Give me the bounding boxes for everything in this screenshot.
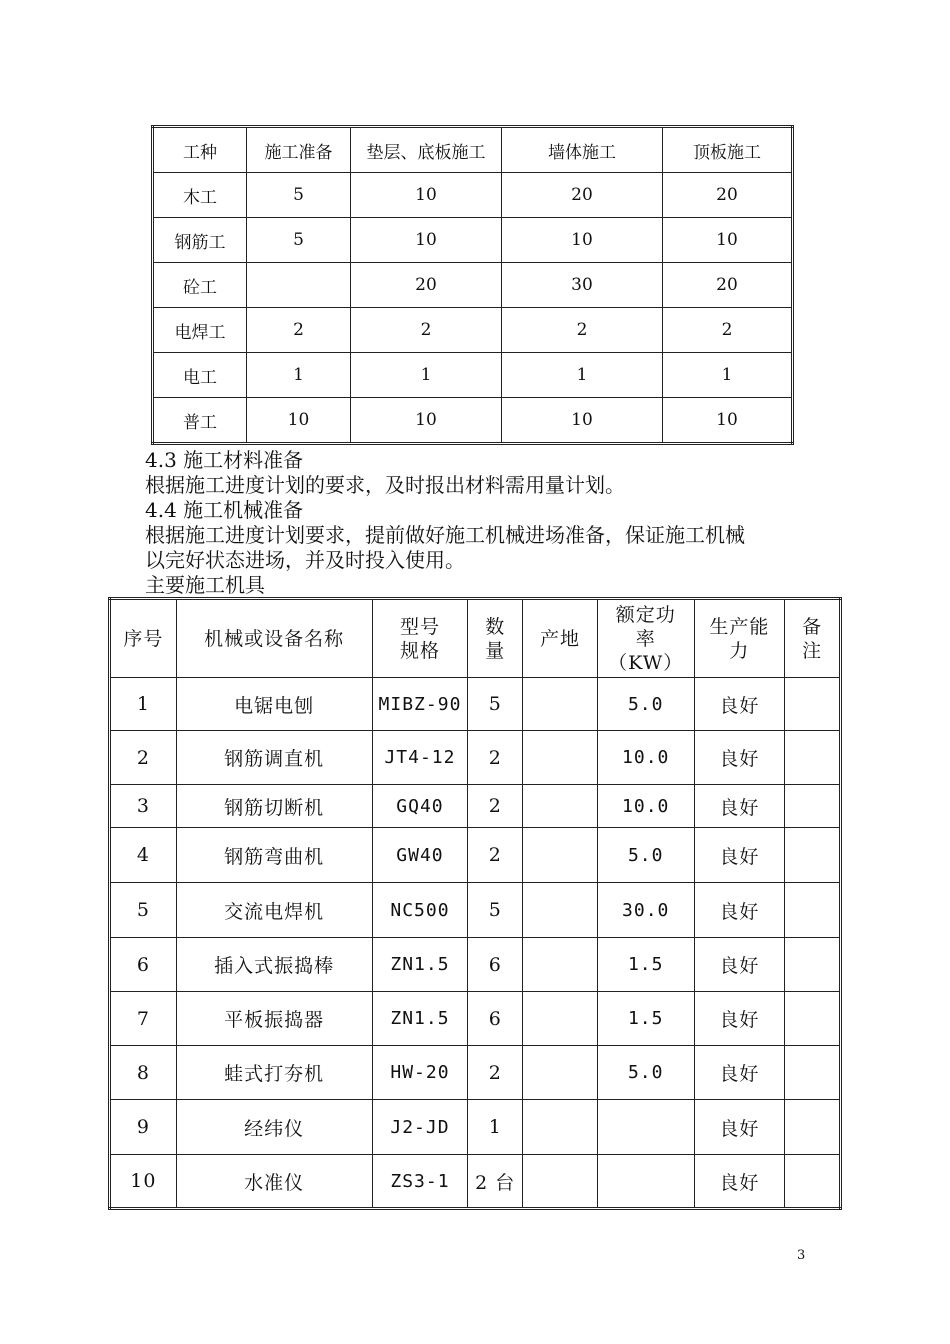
labor-trade-cell: 钢筋工 (153, 218, 247, 263)
labor-header-cell: 工种 (153, 127, 247, 173)
equipment-capacity-cell: 良好 (694, 678, 785, 731)
equipment-qty-cell: 2 台 (468, 1155, 523, 1209)
equipment-name-cell: 蛙式打夯机 (176, 1046, 372, 1100)
equipment-model-cell: ZN1.5 (372, 938, 468, 992)
equipment-model-cell: JT4-12 (372, 731, 468, 785)
equipment-row (110, 938, 841, 992)
equipment-name-cell: 交流电焊机 (176, 883, 372, 938)
equipment-no-cell: 4 (110, 828, 177, 883)
labor-count-cell: 5 (247, 218, 351, 263)
labor-row (153, 263, 793, 308)
labor-trade-cell: 木工 (153, 173, 247, 218)
header-capacity: 生产能 力 (694, 599, 785, 678)
equipment-row (110, 1100, 841, 1155)
equipment-remark-cell (785, 731, 841, 785)
labor-count-cell: 10 (351, 398, 502, 444)
equipment-no-cell: 5 (110, 883, 177, 938)
header-power: 额定功 率 （KW） (597, 599, 694, 678)
equipment-row (110, 828, 841, 883)
equipment-qty-cell: 6 (468, 938, 523, 992)
equipment-origin-cell (523, 938, 598, 992)
labor-allocation-table (151, 125, 794, 445)
labor-row (153, 353, 793, 398)
equipment-row (110, 678, 841, 731)
equipment-name-cell: 电锯电刨 (176, 678, 372, 731)
equipment-capacity-cell: 良好 (694, 1155, 785, 1209)
header-origin: 产地 (523, 599, 598, 678)
equipment-capacity-cell: 良好 (694, 1100, 785, 1155)
equipment-no-cell: 6 (110, 938, 177, 992)
equipment-power-cell: 10.0 (597, 785, 694, 828)
equipment-capacity-cell: 良好 (694, 992, 785, 1046)
header-qty: 数 量 (468, 599, 523, 678)
labor-header-row (153, 127, 793, 173)
labor-count-cell: 1 (351, 353, 502, 398)
equipment-capacity-cell: 良好 (694, 828, 785, 883)
labor-count-cell: 10 (247, 398, 351, 444)
header-remark: 备 注 (785, 599, 841, 678)
labor-count-cell: 10 (663, 218, 793, 263)
equipment-no-cell: 9 (110, 1100, 177, 1155)
labor-table-body (153, 127, 793, 444)
equipment-row (110, 785, 841, 828)
labor-count-cell: 1 (247, 353, 351, 398)
labor-count-cell: 2 (502, 308, 663, 353)
equipment-row (110, 992, 841, 1046)
equipment-power-cell (597, 1155, 694, 1209)
labor-trade-cell: 电焊工 (153, 308, 247, 353)
equipment-origin-cell (523, 828, 598, 883)
equipment-name-cell: 钢筋调直机 (176, 731, 372, 785)
labor-count-cell: 10 (502, 398, 663, 444)
labor-row (153, 218, 793, 263)
equipment-model-cell: ZS3-1 (372, 1155, 468, 1209)
equipment-remark-cell (785, 1046, 841, 1100)
equipment-remark-cell (785, 785, 841, 828)
equipment-origin-cell (523, 1100, 598, 1155)
equipment-remark-cell (785, 678, 841, 731)
section-4-4-body-line1: 根据施工进度计划要求，提前做好施工机械进场准备，保证施工机械 (145, 523, 745, 547)
equipment-capacity-cell: 良好 (694, 1046, 785, 1100)
equipment-table (108, 597, 842, 1210)
equipment-qty-cell: 2 (468, 828, 523, 883)
equipment-remark-cell (785, 938, 841, 992)
equipment-model-cell: J2-JD (372, 1100, 468, 1155)
labor-row (153, 398, 793, 444)
section-4-3-heading: 4.3 施工材料准备 (145, 448, 304, 472)
equipment-qty-cell: 5 (468, 883, 523, 938)
labor-count-cell: 2 (351, 308, 502, 353)
equipment-origin-cell (523, 1046, 598, 1100)
equipment-origin-cell (523, 883, 598, 938)
equipment-capacity-cell: 良好 (694, 731, 785, 785)
equipment-no-cell: 8 (110, 1046, 177, 1100)
labor-count-cell: 10 (351, 218, 502, 263)
equipment-remark-cell (785, 828, 841, 883)
header-model: 型号 规格 (372, 599, 468, 678)
labor-header-cell: 墙体施工 (502, 127, 663, 173)
labor-count-cell: 20 (663, 263, 793, 308)
equipment-row (110, 883, 841, 938)
equipment-qty-cell: 2 (468, 1046, 523, 1100)
equipment-no-cell: 1 (110, 678, 177, 731)
labor-trade-cell: 普工 (153, 398, 247, 444)
equipment-origin-cell (523, 678, 598, 731)
equipment-model-cell: HW-20 (372, 1046, 468, 1100)
labor-count-cell: 1 (502, 353, 663, 398)
equipment-model-cell: GQ40 (372, 785, 468, 828)
equipment-row (110, 731, 841, 785)
equipment-power-cell (597, 1100, 694, 1155)
equipment-name-cell: 水准仪 (176, 1155, 372, 1209)
equipment-qty-cell: 6 (468, 992, 523, 1046)
labor-row (153, 308, 793, 353)
equipment-remark-cell (785, 992, 841, 1046)
equipment-model-cell: GW40 (372, 828, 468, 883)
equipment-power-cell: 1.5 (597, 938, 694, 992)
equipment-qty-cell: 2 (468, 785, 523, 828)
equipment-power-cell: 5.0 (597, 678, 694, 731)
labor-count-cell: 2 (663, 308, 793, 353)
page-number: 3 (797, 1248, 806, 1263)
equipment-power-cell: 1.5 (597, 992, 694, 1046)
equipment-no-cell: 10 (110, 1155, 177, 1209)
labor-count-cell (247, 263, 351, 308)
header-no: 序号 (110, 599, 177, 678)
equipment-power-cell: 30.0 (597, 883, 694, 938)
equipment-table-caption: 主要施工机具 (145, 573, 265, 597)
labor-count-cell: 1 (663, 353, 793, 398)
equipment-qty-cell: 2 (468, 731, 523, 785)
equipment-power-cell: 10.0 (597, 731, 694, 785)
equipment-capacity-cell: 良好 (694, 938, 785, 992)
equipment-power-cell: 5.0 (597, 828, 694, 883)
section-4-4-heading: 4.4 施工机械准备 (145, 498, 304, 522)
equipment-remark-cell (785, 883, 841, 938)
labor-count-cell: 2 (247, 308, 351, 353)
equipment-no-cell: 3 (110, 785, 177, 828)
equipment-remark-cell (785, 1155, 841, 1209)
equipment-row (110, 1046, 841, 1100)
equipment-origin-cell (523, 1155, 598, 1209)
labor-count-cell: 20 (502, 173, 663, 218)
equipment-model-cell: NC500 (372, 883, 468, 938)
labor-trade-cell: 砼工 (153, 263, 247, 308)
equipment-origin-cell (523, 785, 598, 828)
equipment-qty-cell: 1 (468, 1100, 523, 1155)
equipment-name-cell: 钢筋切断机 (176, 785, 372, 828)
equipment-remark-cell (785, 1100, 841, 1155)
labor-count-cell: 30 (502, 263, 663, 308)
labor-header-cell: 顶板施工 (663, 127, 793, 173)
section-4-4-body-line2: 以完好状态进场，并及时投入使用。 (145, 548, 465, 572)
labor-count-cell: 10 (351, 173, 502, 218)
equipment-power-cell: 5.0 (597, 1046, 694, 1100)
equipment-row (110, 1155, 841, 1209)
labor-header-cell: 施工准备 (247, 127, 351, 173)
equipment-no-cell: 2 (110, 731, 177, 785)
equipment-qty-cell: 5 (468, 678, 523, 731)
equipment-header-row (110, 599, 841, 678)
labor-count-cell: 5 (247, 173, 351, 218)
labor-trade-cell: 电工 (153, 353, 247, 398)
equipment-name-cell: 平板振捣器 (176, 992, 372, 1046)
labor-count-cell: 10 (502, 218, 663, 263)
equipment-model-cell: MIBZ-90 (372, 678, 468, 731)
labor-header-cell: 垫层、底板施工 (351, 127, 502, 173)
equipment-origin-cell (523, 731, 598, 785)
equipment-model-cell: ZN1.5 (372, 992, 468, 1046)
equipment-name-cell: 插入式振捣棒 (176, 938, 372, 992)
equipment-table-body (110, 678, 841, 1209)
header-name: 机械或设备名称 (176, 599, 372, 678)
equipment-no-cell: 7 (110, 992, 177, 1046)
labor-count-cell: 10 (663, 398, 793, 444)
labor-count-cell: 20 (351, 263, 502, 308)
section-4-3-body: 根据施工进度计划的要求，及时报出材料需用量计划。 (145, 473, 625, 497)
equipment-capacity-cell: 良好 (694, 785, 785, 828)
labor-row (153, 173, 793, 218)
labor-count-cell: 20 (663, 173, 793, 218)
equipment-capacity-cell: 良好 (694, 883, 785, 938)
equipment-name-cell: 经纬仪 (176, 1100, 372, 1155)
equipment-name-cell: 钢筋弯曲机 (176, 828, 372, 883)
equipment-origin-cell (523, 992, 598, 1046)
